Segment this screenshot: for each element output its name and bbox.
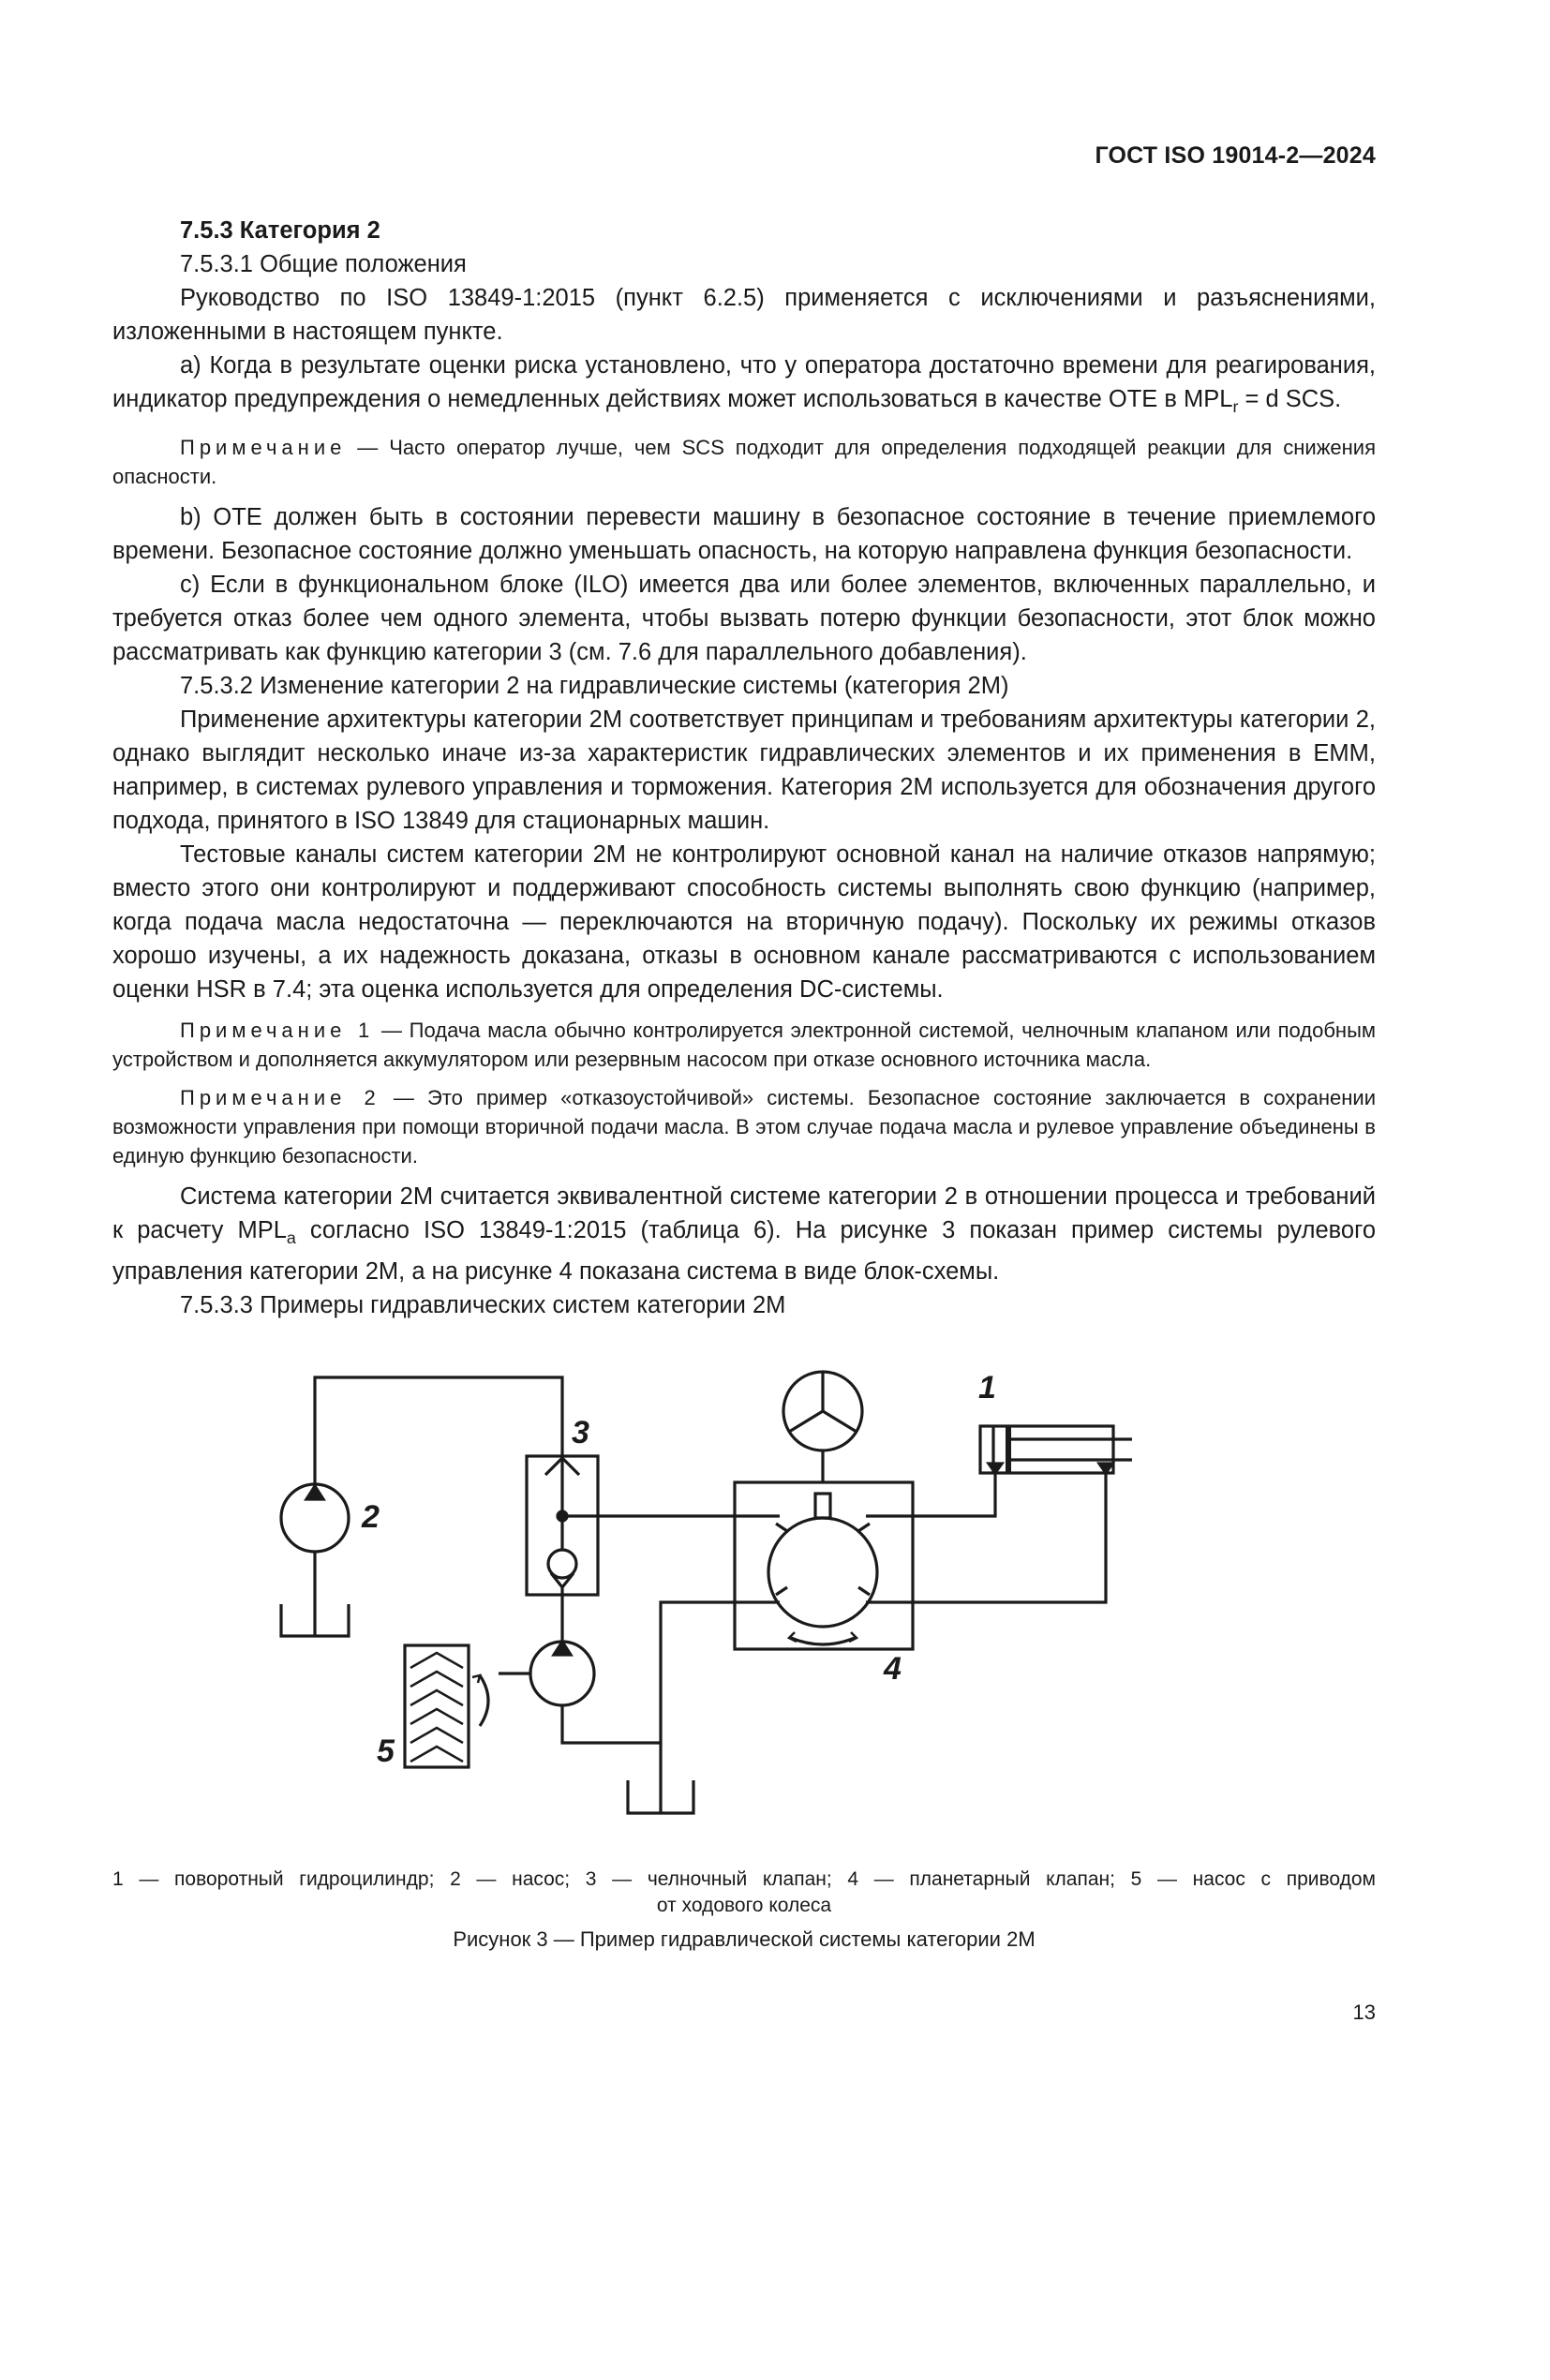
figure-label-5: 5 (377, 1733, 395, 1769)
page-number: 13 (1352, 2001, 1376, 2024)
note-label: Примечание 1 (180, 1019, 375, 1043)
figure-label-4: 4 (884, 1651, 902, 1687)
shuttle-valve-3 (527, 1456, 750, 1642)
note-1: Примечание 1 — Подача масла обычно контролируется электронной системой, челночным клапаном или подобным устройством и дополняется аккумулятором или резервным насосом при отказе основного источника масла. (112, 1019, 1376, 1072)
section-heading-7-5-3: 7.5.3 Категория 2 (180, 217, 380, 244)
section-heading-7-5-3-2: 7.5.3.2 Изменение категории 2 на гидравлические системы (категория 2М) (180, 673, 1009, 700)
rotary-cylinder-1 (980, 1426, 1132, 1473)
figure-label-1: 1 (978, 1370, 996, 1406)
legend-line: от ходового колеса (656, 1895, 832, 1916)
note-label: Примечание 2 (180, 1086, 380, 1110)
paragraph: Система категории 2М считается эквивалентной системе категории 2 в отношении процесса и требований к расчету $MPL_a$ согласно ISO 13849-1:2015 (таблица 6). На рисунке 3 показан пример системы рулевого управления категории 2М, а на рисунке 4 показана система в виде блок-схемы. (112, 1183, 1376, 1286)
planetary-valve-4 (735, 1473, 1106, 1649)
steering-wheel (783, 1372, 862, 1482)
section-heading-7-5-3-3: 7.5.3.3 Примеры гидравлических систем категории 2М (180, 1292, 786, 1319)
figure-label-2: 2 (362, 1499, 380, 1535)
document-body (112, 214, 1376, 1322)
note: Примечание — Часто оператор лучше, чем SCS подходит для определения подходящей реакции для снижения опасности. (112, 436, 1376, 489)
legend-line: 1 — поворотный гидроцилиндр; 2 — насос; 3 — челночный клапан; 4 — планетарный клапан; 5 — насос с приводом (112, 1868, 1376, 1890)
pump-2 (281, 1377, 562, 1636)
figure-legend (112, 1867, 1376, 1919)
section-heading-7-5-3-1: 7.5.3.1 Общие положения (180, 251, 467, 277)
note-2: Примечание 2 — Это пример «отказоустойчивой» системы. Безопасное состояние заключается в сохранении возможности управления при помощи вторичной подачи масла. В этом случае подача масла и рулевое управление объединены в единую функцию безопасности. (112, 1086, 1376, 1168)
paragraph-c: c) Если в функциональном блоке (ILO) имеется два или более элементов, включенных параллельно, и требуется отказ более чем одного элемента, чтобы вызвать потерю функции безопасности, этот блок можно рассматривать как функцию категории 3 (см. 7.6 для параллельного добавления). (112, 572, 1376, 666)
figure-label-3: 3 (572, 1415, 589, 1450)
document-header: ГОСТ ISO 19014-2—2024 (1095, 142, 1376, 169)
figure-caption: Рисунок 3 — Пример гидравлической системы категории 2М (453, 1927, 1036, 1951)
paragraph-b: b) OTE должен быть в состоянии перевести машину в безопасное состояние в течение приемлемого времени. Безопасное состояние должно уменьшать опасность, на которую направлена функция безопасности. (112, 504, 1376, 565)
wheel-pump-5 (405, 1602, 750, 1813)
paragraph: Тестовые каналы систем категории 2М не контролируют основной канал на наличие отказов напрямую; вместо этого они контролируют и поддерживают способность системы выполнять свою функцию (например, когда подача масла недостаточна — переключаются на вторичную подачу). Поскольку их режимы отказов хорошо изучены, а их надежность доказана, отказы в основном канале рассматриваются с использованием оценки HSR в 7.4; эта оценка используется для определения DC-системы. (112, 841, 1376, 1004)
paragraph-a: a) Когда в результате оценки риска установлено, что у оператора достаточно времени для реагирования, индикатор предупреждения о немедленных действиях может использоваться в качестве OTE в $MPL_r = d$ SCS. (112, 352, 1376, 417)
note-label: Примечание (180, 436, 347, 460)
hydraulic-schematic (112, 1359, 1376, 1883)
paragraph: Руководство по ISO 13849-1:2015 (пункт 6.2.5) применяется с исключениями и разъяснениями, изложенными в настоящем пункте. (112, 285, 1376, 345)
paragraph: Применение архитектуры категории 2М соответствует принципам и требованиям архитектуры категории 2, однако выглядит несколько иначе из-за характеристик гидравлических элементов и их применения в ЕММ, например, в системах рулевого управления и торможения. Категория 2М используется для обозначения другого подхода, принятого в ISO 13849 для стационарных машин. (112, 707, 1376, 835)
